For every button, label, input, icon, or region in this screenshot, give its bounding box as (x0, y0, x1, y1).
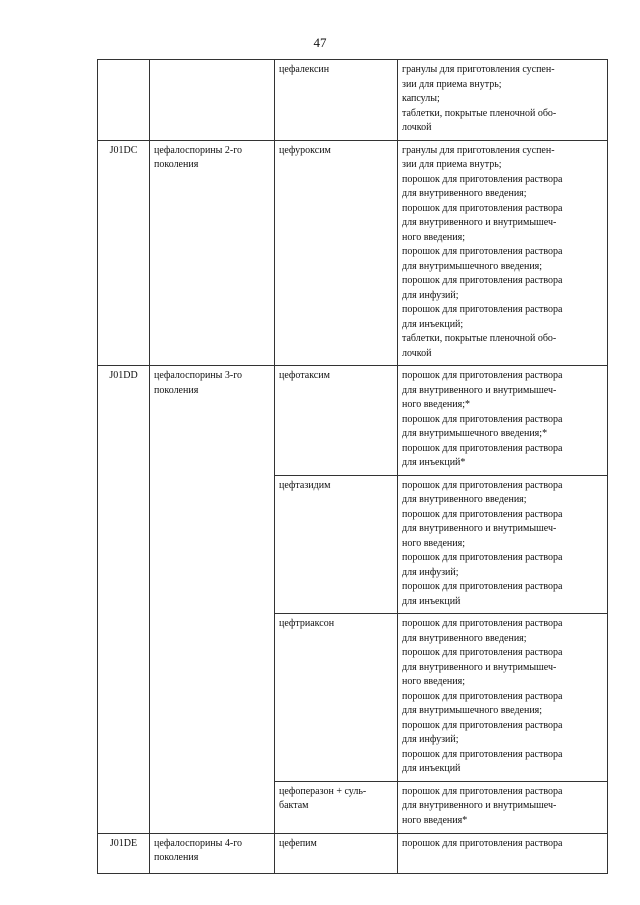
dosage-forms-cell (398, 60, 608, 141)
drug-name-cell: цефалексин (275, 60, 398, 141)
dosage-form-line: для инъекций; (402, 318, 464, 330)
dosage-form-line: порошок для приготовления раствора (402, 202, 563, 214)
table-row (98, 140, 608, 366)
group-cell: цефалоспорины 3-го поколения (150, 366, 275, 834)
dosage-forms-cell (398, 614, 608, 782)
medication-table-body (98, 60, 608, 874)
dosage-form-line: порошок для приготовления раствора (402, 719, 563, 731)
dosage-form-line: порошок для приготовления раствора (402, 837, 563, 849)
drug-name-cell: цефуроксим (275, 140, 398, 366)
dosage-form-line: порошок для приготовления раствора (402, 304, 563, 315)
dosage-form-line: для внутримышечного введения;* (402, 428, 548, 439)
group-cell (150, 60, 275, 141)
dosage-form-line: для инъекций (402, 763, 461, 774)
dosage-form-line: для внутривенного и внутримышеч- (402, 661, 557, 673)
table-row (98, 366, 608, 476)
dosage-form-line: ного введения;* (402, 399, 471, 410)
dosage-form-line: порошок для приготовления раствора (402, 552, 563, 563)
dosage-forms-cell (398, 781, 608, 833)
drug-name-cell: цефтазидим (275, 475, 398, 614)
dosage-form-line: порошок для приготовления раствора (402, 246, 563, 257)
dosage-form-line: зии для приема внутрь; (402, 159, 502, 170)
dosage-form-line: порошок для приготовления раствора (402, 647, 563, 658)
dosage-form-line: порошок для приготовления раствора (402, 173, 563, 185)
page-number: 47 (313, 35, 327, 50)
group-cell: цефалоспорины 2-го поколения (150, 140, 275, 366)
dosage-forms-cell (398, 140, 608, 366)
dosage-form-line: гранулы для приготовления суспен- (402, 144, 555, 156)
dosage-form-line: для инфузий; (402, 734, 459, 745)
dosage-form-line: ного введения; (402, 537, 466, 549)
dosage-form-line: ного введения; (402, 676, 466, 687)
atc-code-cell: J01DC (98, 140, 150, 366)
atc-code-cell: J01DD (98, 366, 150, 834)
dosage-form-line: для внутривенного и внутримышеч- (402, 384, 557, 396)
dosage-form-line: для внутримышечного введения; (402, 705, 543, 716)
dosage-forms-cell (398, 833, 608, 873)
dosage-form-line: для внутривенного и внутримышеч- (402, 800, 557, 811)
group-cell: цефалоспорины 4-го поколения (150, 833, 275, 873)
dosage-form-line: порошок для приготовления раствора (402, 690, 563, 702)
table-row (98, 833, 608, 873)
dosage-form-line: таблетки, покрытые пленочной обо- (402, 333, 557, 344)
dosage-form-line: порошок для приготовления раствора (402, 508, 563, 520)
dosage-form-line: для внутримышечного введения; (402, 260, 543, 272)
dosage-form-line: для инфузий; (402, 566, 459, 578)
dosage-form-line: для инфузий; (402, 289, 459, 301)
drug-name-cell: цефотаксим (275, 366, 398, 476)
dosage-form-line: капсулы; (402, 93, 440, 104)
dosage-form-line: для внутривенного и внутримышеч- (402, 523, 557, 534)
dosage-form-line: порошок для приготовления раствора (402, 618, 563, 629)
dosage-form-line: порошок для приготовления раствора (402, 413, 563, 425)
table-row (98, 60, 608, 141)
dosage-form-line: для инъекций (402, 595, 461, 607)
atc-code-cell: J01DE (98, 833, 150, 873)
drug-name-cell: цефтриаксон (275, 614, 398, 782)
dosage-form-line: порошок для приготовления раствора (402, 479, 563, 491)
drug-name-cell: цефоперазон + суль-бактам (275, 781, 398, 833)
dosage-form-line: для внутривенного введения; (402, 188, 527, 199)
dosage-form-line: для внутривенного введения; (402, 494, 527, 505)
dosage-form-line: ного введения; (402, 231, 466, 243)
dosage-form-line: порошок для приготовления раствора (402, 748, 563, 760)
dosage-form-line: лочкой (402, 347, 432, 359)
dosage-forms-cell (398, 366, 608, 476)
dosage-form-line: порошок для приготовления раствора (402, 370, 563, 381)
atc-code-cell (98, 60, 150, 141)
dosage-form-line: лочкой (402, 122, 432, 133)
dosage-forms-cell (398, 475, 608, 614)
medication-table (97, 59, 608, 874)
dosage-form-line: гранулы для приготовления суспен- (402, 64, 555, 75)
dosage-form-line: порошок для приготовления раствора (402, 442, 563, 454)
dosage-form-line: ного введения* (402, 814, 468, 826)
dosage-form-line: порошок для приготовления раствора (402, 785, 563, 797)
dosage-form-line: таблетки, покрытые пленочной обо- (402, 107, 557, 119)
drug-name-cell: цефепим (275, 833, 398, 873)
dosage-form-line: порошок для приготовления раствора (402, 581, 563, 592)
dosage-form-line: порошок для приготовления раствора (402, 275, 563, 286)
dosage-form-line: для внутривенного и внутримышеч- (402, 217, 557, 228)
dosage-form-line: для инъекций* (402, 457, 466, 468)
dosage-form-line: для внутривенного введения; (402, 632, 527, 644)
dosage-form-line: зии для приема внутрь; (402, 78, 502, 90)
